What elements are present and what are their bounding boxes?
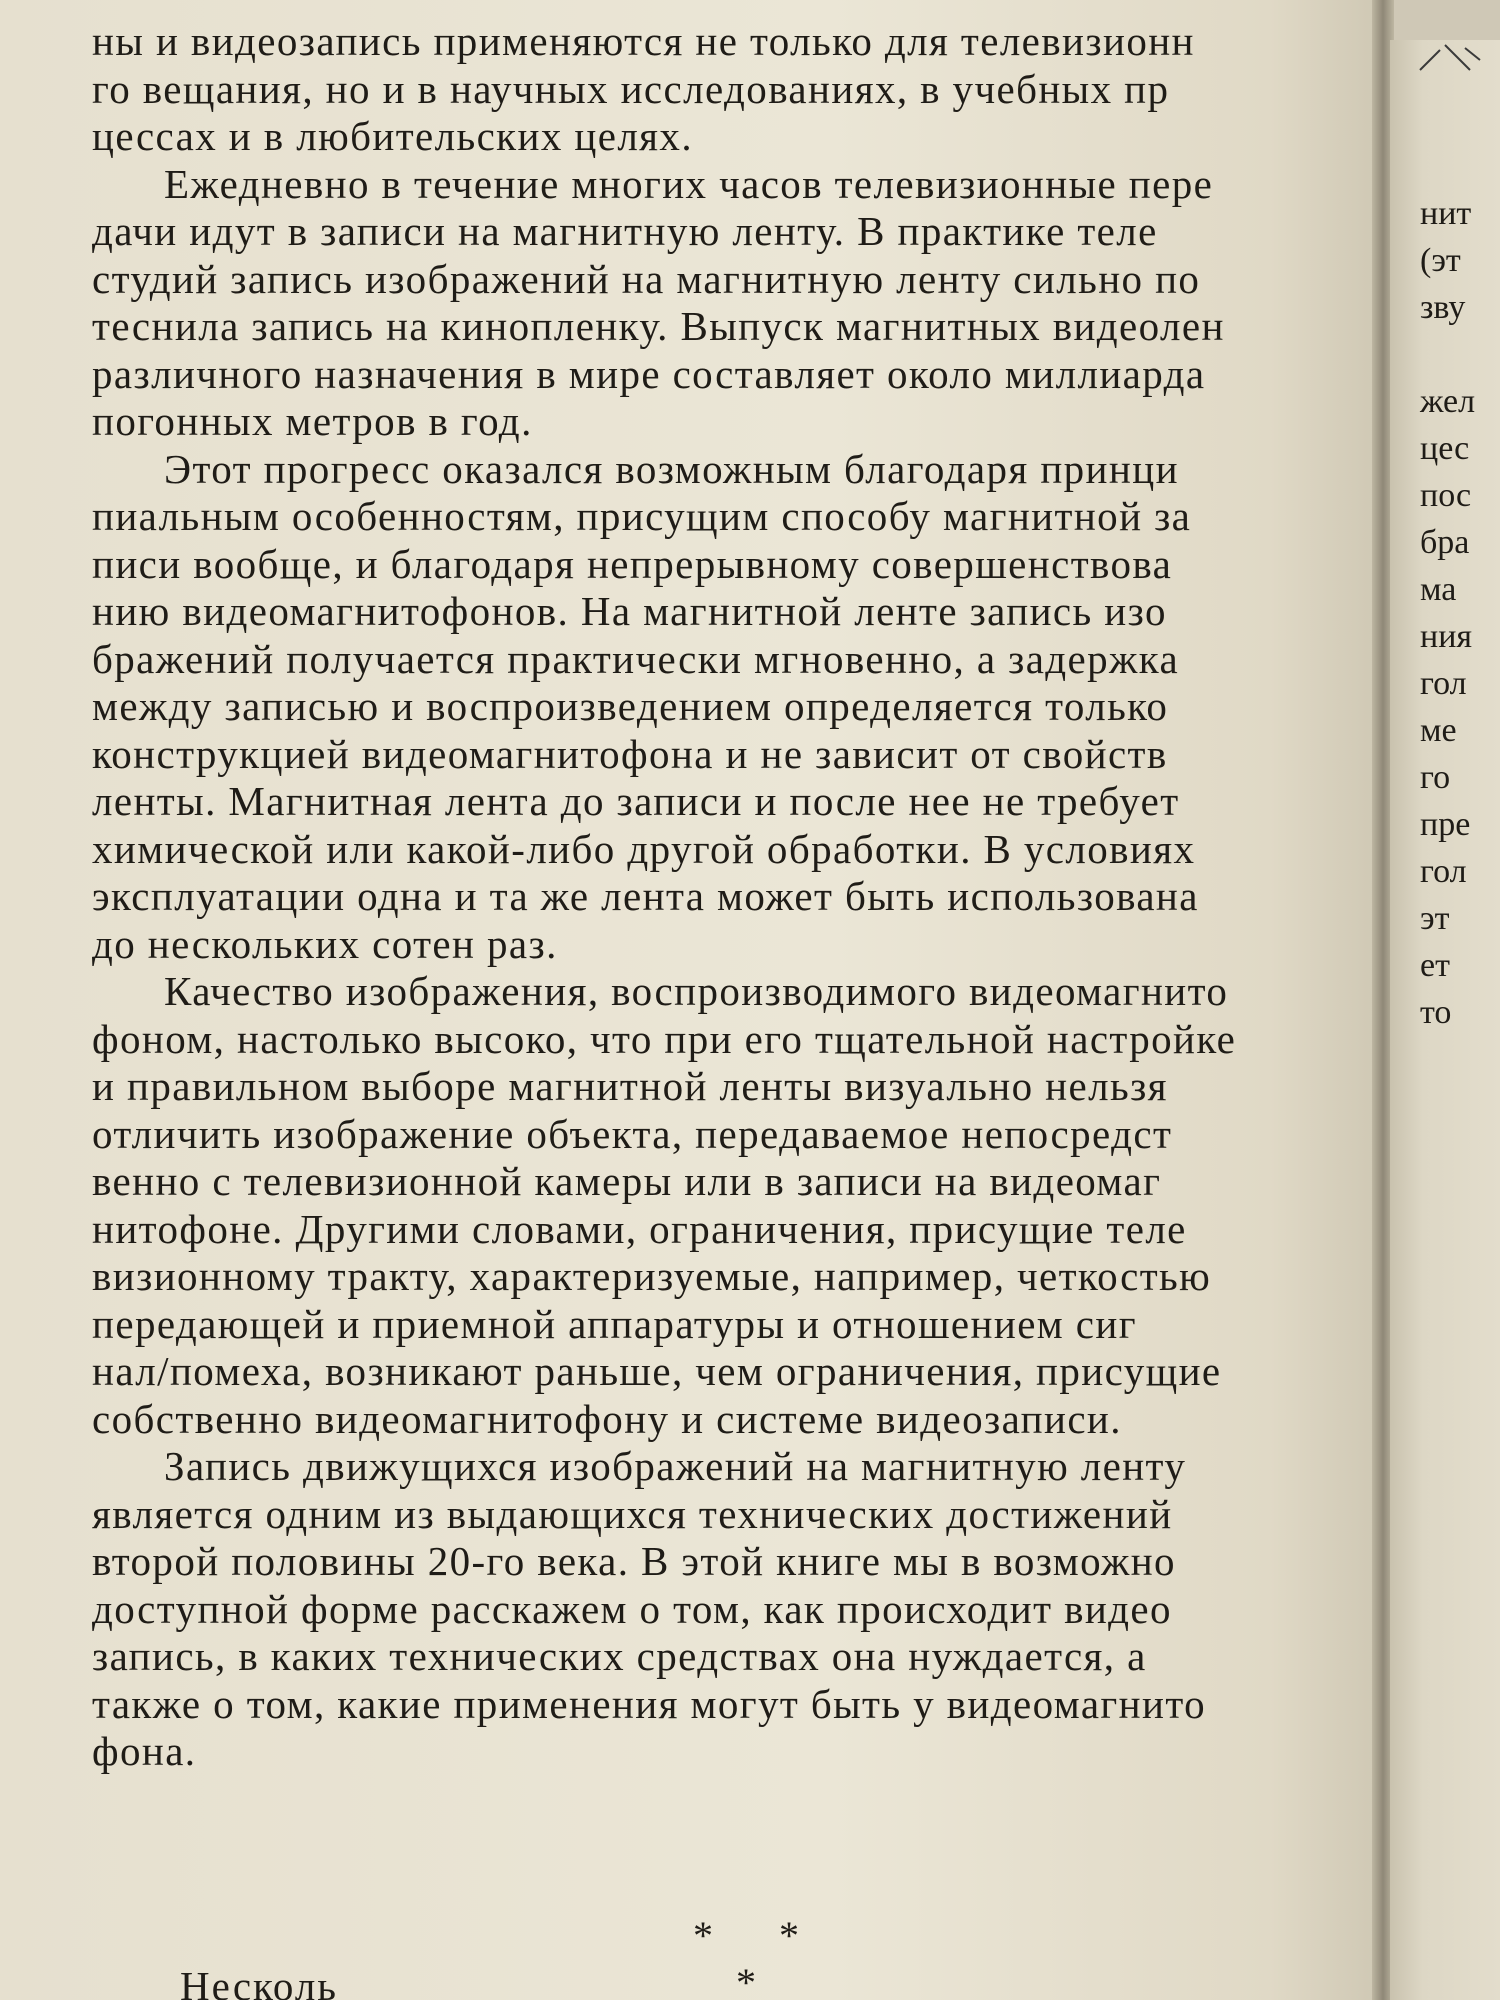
text-line: собственно видеомагнитофону и системе видеозаписи. xyxy=(92,1395,1122,1442)
text-line: и правильном выборе магнитной ленты визуально нельзя xyxy=(92,1063,1168,1109)
right-page-line xyxy=(1420,331,1475,378)
book-page-right xyxy=(1390,40,1500,2000)
right-page-line: го xyxy=(1420,759,1451,796)
text-line: фоном, настолько высоко, что при его тщательной настройке xyxy=(92,1015,1237,1062)
right-page-line: ет xyxy=(1420,947,1450,984)
right-page-line: пос xyxy=(1420,477,1472,514)
text-line: конструкцией видеомагнитофона и не зависит от свойств xyxy=(92,730,1168,777)
text-line: цессах и в любительских целях. xyxy=(92,113,693,159)
text-line: Этот прогресс оказался возможным благодаря принци xyxy=(164,445,1179,492)
corner-pencil-mark xyxy=(1410,40,1490,80)
right-page-line: бра xyxy=(1420,524,1470,561)
text-line: визионному тракту, характеризуемые, например, четкостью xyxy=(92,1253,1212,1299)
text-line: писи вообще, и благодаря непрерывному совершенствова xyxy=(92,540,1173,587)
right-page-line: (эт xyxy=(1420,242,1461,279)
text-line: Запись движущихся изображений на магнитную ленту xyxy=(164,1443,1187,1489)
right-page-line: жел xyxy=(1420,383,1476,420)
right-page-line: эт xyxy=(1420,900,1450,937)
text-line: передающей и приемной аппаратуры и отношением сиг xyxy=(92,1300,1137,1347)
text-line: го вещания, но и в научных исследованиях, в учебных пр xyxy=(92,65,1170,112)
text-line: Качество изображения, воспроизводимого видеомагнито xyxy=(164,968,1229,1014)
text-line: доступной форме расскажем о том, как происходит видео xyxy=(92,1585,1172,1632)
text-line: нал/помеха, возникают раньше, чем ограничения, присущие xyxy=(92,1348,1222,1394)
right-page-line: то xyxy=(1420,994,1452,1031)
text-line: теснила запись на кинопленку. Выпуск магнитных видеолен xyxy=(92,303,1225,349)
right-page-line: ме xyxy=(1420,712,1457,749)
text-line: венно с телевизионной камеры или в записи на видеомаг xyxy=(92,1158,1162,1204)
text-line: ны и видеозапись применяются не только для телевизионн xyxy=(92,18,1195,64)
text-line: студий запись изображений на магнитную ленту сильно по xyxy=(92,255,1201,302)
text-line: бражений получается практически мгновенно, а задержка xyxy=(92,635,1180,682)
next-paragraph-fragment: Несколь xyxy=(180,1963,338,2000)
right-page-line: гол xyxy=(1420,853,1467,890)
text-line: между записью и воспроизведением определяется только xyxy=(92,683,1169,729)
text-line: химической или какой-либо другой обработки. В условиях xyxy=(92,825,1196,872)
section-separator: * * * xyxy=(693,1913,827,2000)
text-line: до нескольких сотен раз. xyxy=(92,920,558,967)
text-line: фона. xyxy=(92,1728,197,1774)
text-line: является одним из выдающихся технических достижений xyxy=(92,1490,1173,1537)
text-line: второй половины 20-го века. В этой книге мы в возможно xyxy=(92,1538,1176,1584)
text-line: Ежедневно в течение многих часов телевизионные пере xyxy=(164,160,1214,207)
text-line: нитофоне. Другими словами, ограничения, присущие теле xyxy=(92,1205,1187,1252)
right-page-line: гол xyxy=(1420,665,1467,702)
right-page-line: нит xyxy=(1420,195,1472,232)
text-line: дачи идут в записи на магнитную ленту. В практике теле xyxy=(92,208,1158,254)
text-line: ленты. Магнитная лента до записи и после нее не требует xyxy=(92,778,1180,824)
right-page-text xyxy=(1420,190,1475,1036)
text-line: различного назначения в мире составляет около миллиарда xyxy=(92,350,1206,397)
right-page-line: зву xyxy=(1420,289,1466,326)
text-line: погонных метров в год. xyxy=(92,398,533,444)
text-line: пиальным особенностям, присущим способу магнитной за xyxy=(92,493,1192,539)
right-page-line: ния xyxy=(1420,618,1473,655)
text-line: эксплуатации одна и та же лента может быть использована xyxy=(92,873,1199,919)
text-line: нию видеомагнитофонов. На магнитной ленте запись изо xyxy=(92,588,1167,634)
text-line: также о том, какие применения могут быть у видеомагнито xyxy=(92,1680,1206,1727)
right-page-line: пре xyxy=(1420,806,1471,843)
text-line: отличить изображение объекта, передаваемое непосредст xyxy=(92,1110,1173,1157)
main-text-block xyxy=(92,18,1380,1776)
right-page-line: цес xyxy=(1420,430,1470,467)
text-line: запись, в каких технических средствах она нуждается, а xyxy=(92,1633,1147,1679)
right-page-line: ма xyxy=(1420,571,1457,608)
